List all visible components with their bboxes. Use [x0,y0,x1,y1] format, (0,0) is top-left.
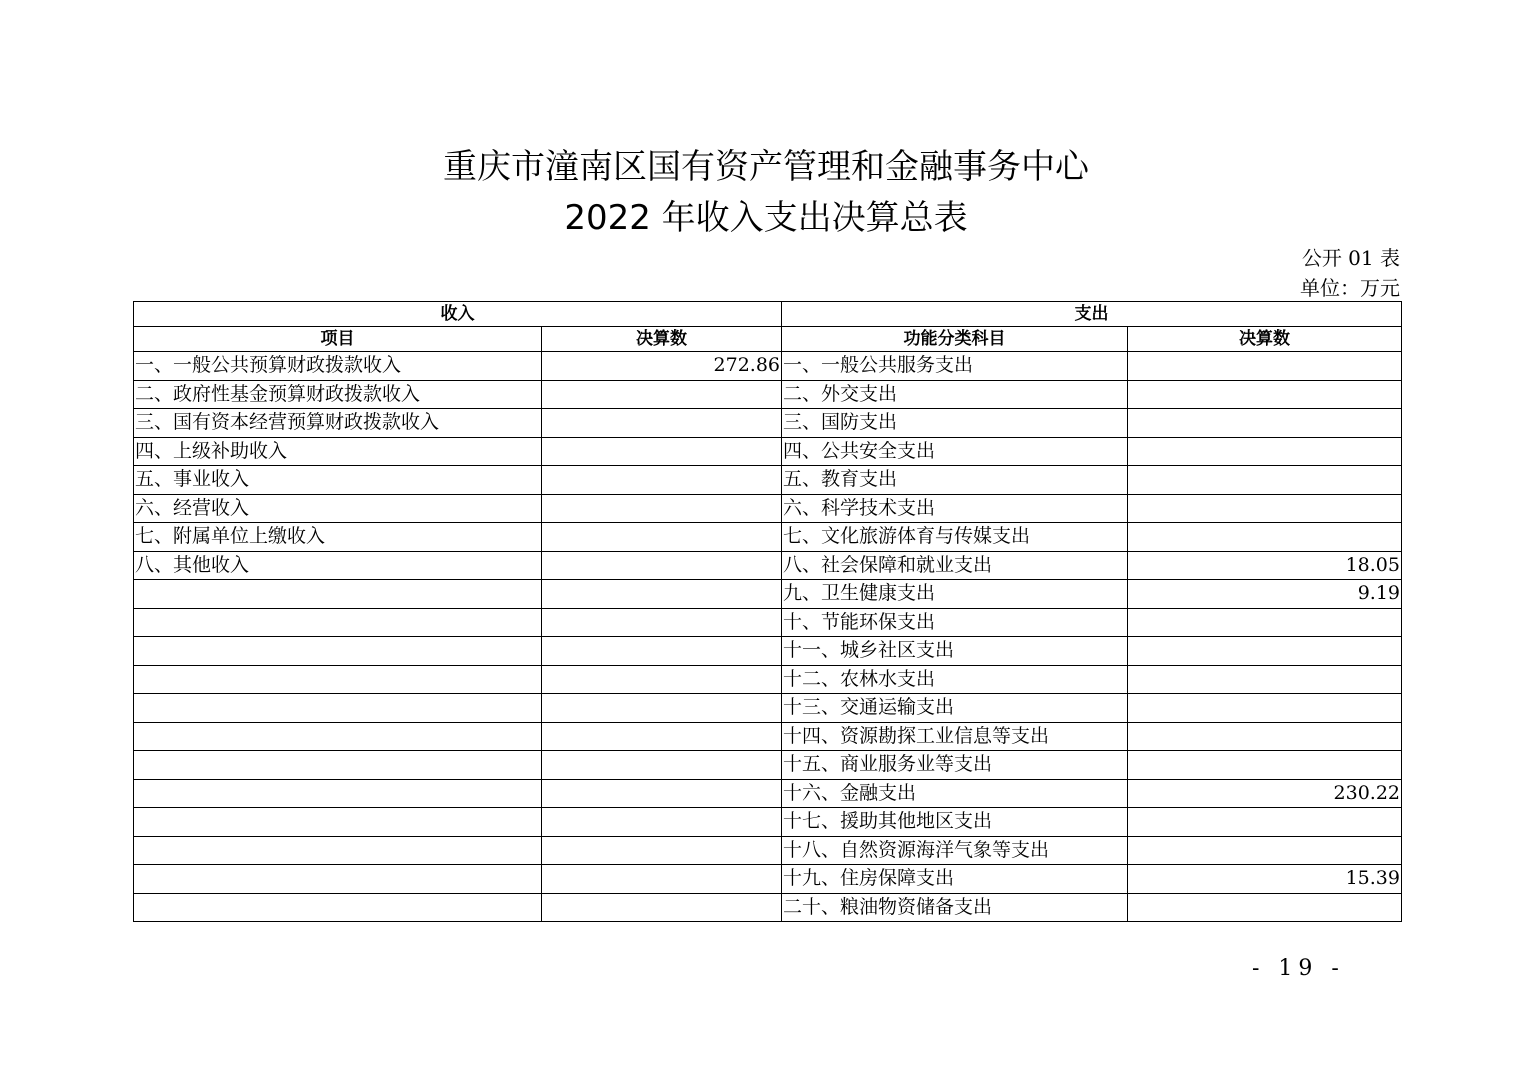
table-column-header-row [134,327,1402,352]
expense-item-cell: 七、文化旅游体育与传媒支出 [782,523,1128,552]
income-amount-cell [542,466,782,495]
income-item-cell [134,865,542,894]
expense-amount-cell [1128,466,1402,495]
income-item-cell [134,751,542,780]
income-amount-cell [542,836,782,865]
income-item-cell: 一、一般公共预算财政拨款收入 [134,352,542,381]
expense-amount-cell: 9.19 [1128,580,1402,609]
budget-summary-table [133,301,1402,922]
table-row [134,409,1402,438]
expense-amount-cell [1128,637,1402,666]
table-row [134,836,1402,865]
expense-amount-cell [1128,694,1402,723]
income-item-cell: 二、政府性基金预算财政拨款收入 [134,380,542,409]
expense-item-cell: 十八、自然资源海洋气象等支出 [782,836,1128,865]
income-item-cell: 七、附属单位上缴收入 [134,523,542,552]
expense-item-cell: 十七、援助其他地区支出 [782,808,1128,837]
expense-item-cell: 九、卫生健康支出 [782,580,1128,609]
expense-amount-cell [1128,751,1402,780]
expense-amount-cell [1128,437,1402,466]
income-amount-cell [542,437,782,466]
expense-amount-cell: 230.22 [1128,779,1402,808]
expense-item-cell: 十四、资源勘探工业信息等支出 [782,722,1128,751]
expense-item-cell: 五、教育支出 [782,466,1128,495]
expense-item-cell: 四、公共安全支出 [782,437,1128,466]
expense-amount-cell [1128,836,1402,865]
income-amount-cell [542,665,782,694]
table-row [134,665,1402,694]
income-amount-cell [542,409,782,438]
table-row [134,380,1402,409]
expense-item-cell: 十二、农林水支出 [782,665,1128,694]
table-row [134,352,1402,381]
income-item-cell [134,779,542,808]
table-row [134,523,1402,552]
table-row [134,494,1402,523]
expense-item-cell: 十、节能环保支出 [782,608,1128,637]
income-amount-cell [542,380,782,409]
col-expense-amount-header: 决算数 [1128,327,1402,352]
table-section-header-row [134,302,1402,327]
expense-amount-cell [1128,409,1402,438]
expense-amount-cell [1128,665,1402,694]
expense-amount-cell [1128,808,1402,837]
income-item-cell: 三、国有资本经营预算财政拨款收入 [134,409,542,438]
expense-amount-cell [1128,380,1402,409]
table-row [134,779,1402,808]
income-amount-cell [542,751,782,780]
income-amount-cell [542,722,782,751]
income-amount-cell [542,523,782,552]
table-row [134,893,1402,922]
income-amount-cell [542,893,782,922]
expense-amount-cell [1128,523,1402,552]
income-amount-cell [542,694,782,723]
table-row [134,466,1402,495]
expense-item-cell: 十六、金融支出 [782,779,1128,808]
expense-amount-cell: 15.39 [1128,865,1402,894]
expense-item-cell: 十五、商业服务业等支出 [782,751,1128,780]
income-item-cell [134,836,542,865]
col-function-header: 功能分类科目 [782,327,1128,352]
page-number: - 19 - [1252,956,1345,981]
table-row [134,608,1402,637]
income-item-cell [134,722,542,751]
col-item-header: 项目 [134,327,542,352]
income-item-cell: 四、上级补助收入 [134,437,542,466]
income-item-cell [134,608,542,637]
income-header: 收入 [134,302,782,327]
expense-header: 支出 [782,302,1402,327]
income-amount-cell [542,608,782,637]
income-item-cell [134,637,542,666]
expense-item-cell: 八、社会保障和就业支出 [782,551,1128,580]
expense-item-cell: 一、一般公共服务支出 [782,352,1128,381]
income-amount-cell [542,779,782,808]
income-amount-cell [542,494,782,523]
table-row [134,551,1402,580]
col-income-amount-header: 决算数 [542,327,782,352]
expense-amount-cell [1128,494,1402,523]
expense-item-cell: 十一、城乡社区支出 [782,637,1128,666]
income-item-cell [134,808,542,837]
expense-amount-cell [1128,608,1402,637]
expense-amount-cell [1128,893,1402,922]
income-amount-cell [542,551,782,580]
income-amount-cell: 272.86 [542,352,782,381]
income-item-cell: 五、事业收入 [134,466,542,495]
unit-label: 单位：万元 [1300,276,1400,300]
expense-item-cell: 十九、住房保障支出 [782,865,1128,894]
income-item-cell [134,580,542,609]
table-row [134,637,1402,666]
income-amount-cell [542,637,782,666]
table-row [134,808,1402,837]
income-item-cell [134,893,542,922]
form-number: 公开 01 表 [1301,246,1400,270]
table-row [134,722,1402,751]
table-row [134,751,1402,780]
expense-item-cell: 十三、交通运输支出 [782,694,1128,723]
income-item-cell: 六、经营收入 [134,494,542,523]
document-title-line1: 重庆市潼南区国有资产管理和金融事务中心 [443,147,1089,187]
expense-item-cell: 二十、粮油物资储备支出 [782,893,1128,922]
expense-item-cell: 六、科学技术支出 [782,494,1128,523]
income-amount-cell [542,865,782,894]
expense-amount-cell: 18.05 [1128,551,1402,580]
table-row [134,694,1402,723]
expense-amount-cell [1128,352,1402,381]
income-item-cell [134,665,542,694]
table-row [134,865,1402,894]
expense-item-cell: 二、外交支出 [782,380,1128,409]
income-amount-cell [542,808,782,837]
expense-item-cell: 三、国防支出 [782,409,1128,438]
document-title-line2: 2022 年收入支出决算总表 [564,198,968,238]
income-amount-cell [542,580,782,609]
table-row [134,580,1402,609]
table-row [134,437,1402,466]
expense-amount-cell [1128,722,1402,751]
income-item-cell: 八、其他收入 [134,551,542,580]
income-item-cell [134,694,542,723]
